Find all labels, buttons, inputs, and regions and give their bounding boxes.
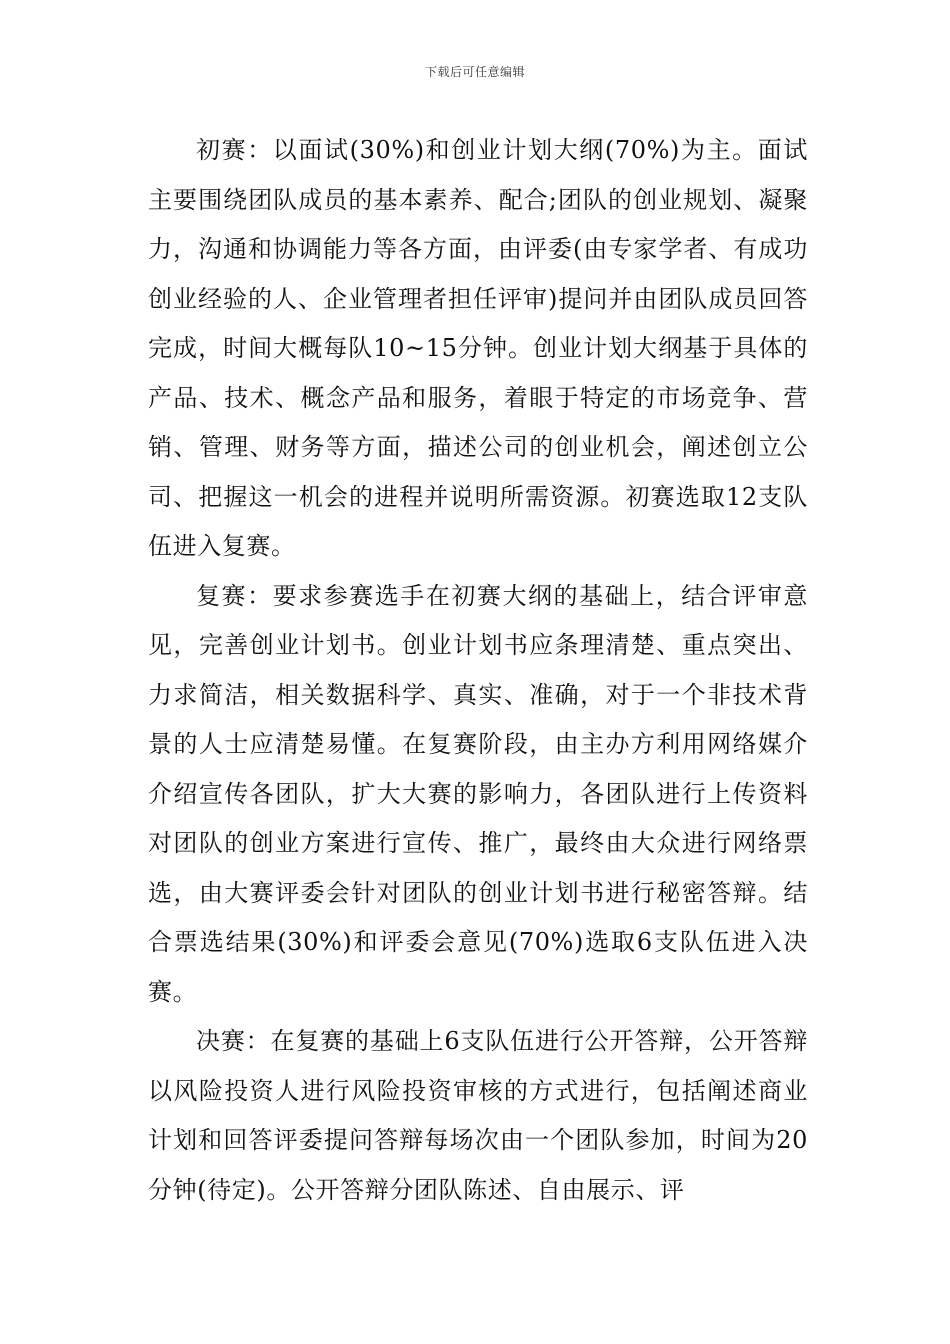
document-body — [148, 126, 808, 1215]
page-header: 下载后可任意编辑 — [424, 65, 525, 79]
paragraph-semifinal-round: 复赛：要求参赛选手在初赛大纲的基础上，结合评审意见，完善创业计划书。创业计划书应条理清楚、重点突出、力求简洁，相关数据科学、真实、准确，对于一个非技术背景的人士应清楚易懂。在复赛阶段，由主办方利用网络媒介介绍宣传各团队，扩大大赛的影响力，各团队进行上传资料对团队的创业方案进行宣传、推广，最终由大众进行网络票选，由大赛评委会针对团队的创业计划书进行秘密答辩。结合票选结果(30%)和评委会意见(70%)选取6支队伍进入决赛。 — [148, 581, 808, 1006]
paragraph-preliminary-round: 初赛：以面试(30%)和创业计划大纲(70%)为主。面试主要围绕团队成员的基本素养、配合;团队的创业规划、凝聚力，沟通和协调能力等各方面，由评委(由专家学者、有成功创业经验的人、企业管理者担任评审)提问并由团队成员回答完成，时间大概每队10~15分钟。创业计划大纲基于具体的产品、技术、概念产品和服务，着眼于特定的市场竞争、营销、管理、财务等方面，描述公司的创业机会，阐述创立公司、把握这一机会的进程并说明所需资源。初赛选取12支队伍进入复赛。 — [148, 136, 808, 560]
paragraph-final-round: 决赛：在复赛的基础上6支队伍进行公开答辩，公开答辩以风险投资人进行风险投资审核的方式进行，包括阐述商业计划和回答评委提问答辩每场次由一个团队参加，时间为20分钟(待定)。公开答辩分团队陈述、自由展示、评 — [148, 1027, 808, 1204]
